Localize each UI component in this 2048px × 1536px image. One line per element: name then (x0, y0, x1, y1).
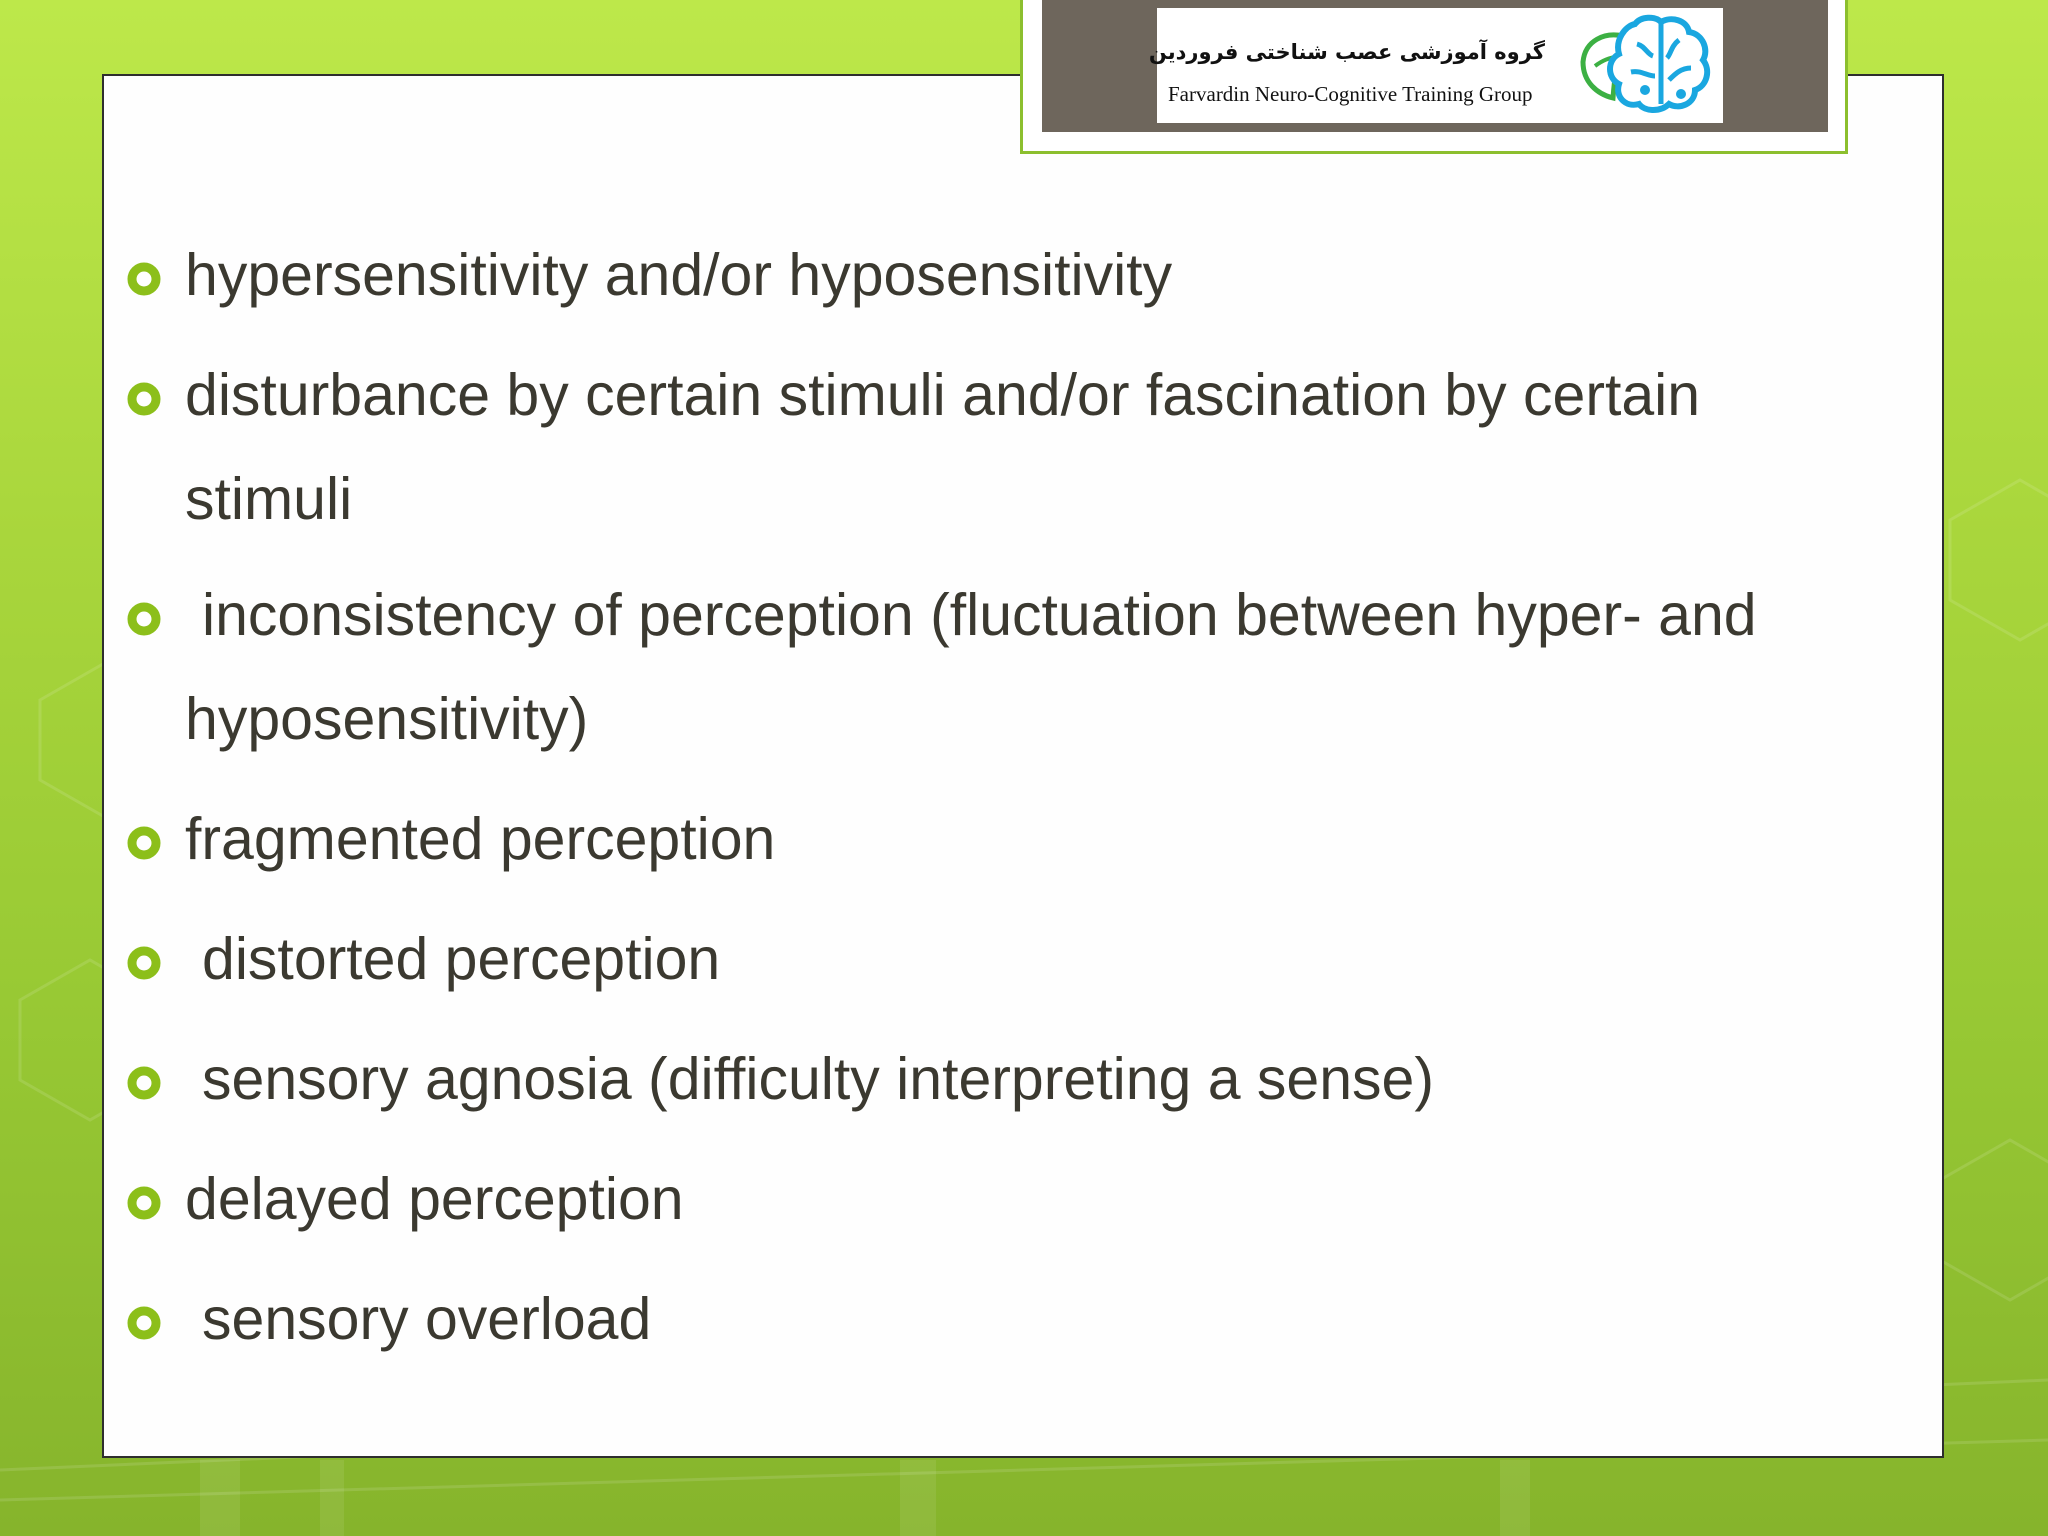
bullet-text: fragmented perception (185, 806, 776, 872)
logo-persian-name: گروه آموزشی عصب شناختی فروردین (1148, 40, 1545, 64)
logo-frame (1020, 0, 1848, 154)
bullet-text: distorted perception (202, 926, 721, 992)
bullet-text-continuation: hyposensitivity) (185, 686, 589, 752)
circle-bullet-icon (127, 602, 161, 636)
circle-bullet-icon (127, 262, 161, 296)
logo-band (1042, 0, 1828, 132)
bullet-text: disturbance by certain stimuli and/or fascination by certain (185, 362, 1701, 428)
circle-bullet-icon (127, 1066, 161, 1100)
circle-bullet-icon (127, 382, 161, 416)
circle-bullet-icon (127, 1186, 161, 1220)
circle-bullet-icon (127, 946, 161, 980)
bullet-text: inconsistency of perception (fluctuation between hyper- and (202, 582, 1757, 648)
bullet-text: sensory overload (202, 1286, 652, 1352)
circle-bullet-icon (127, 826, 161, 860)
bullet-text-continuation: stimuli (185, 466, 353, 532)
logo-english-name: Farvardin Neuro-Cognitive Training Group (1168, 82, 1533, 106)
bullet-text: hypersensitivity and/or hyposensitivity (185, 242, 1173, 308)
slide-content-panel (102, 74, 1944, 1458)
logo-card (1148, 8, 1723, 123)
brain-leaf-icon (1575, 10, 1715, 122)
circle-bullet-icon (127, 1306, 161, 1340)
bullet-text: sensory agnosia (difficulty interpreting a sense) (202, 1046, 1434, 1112)
bullet-text: delayed perception (185, 1166, 684, 1232)
